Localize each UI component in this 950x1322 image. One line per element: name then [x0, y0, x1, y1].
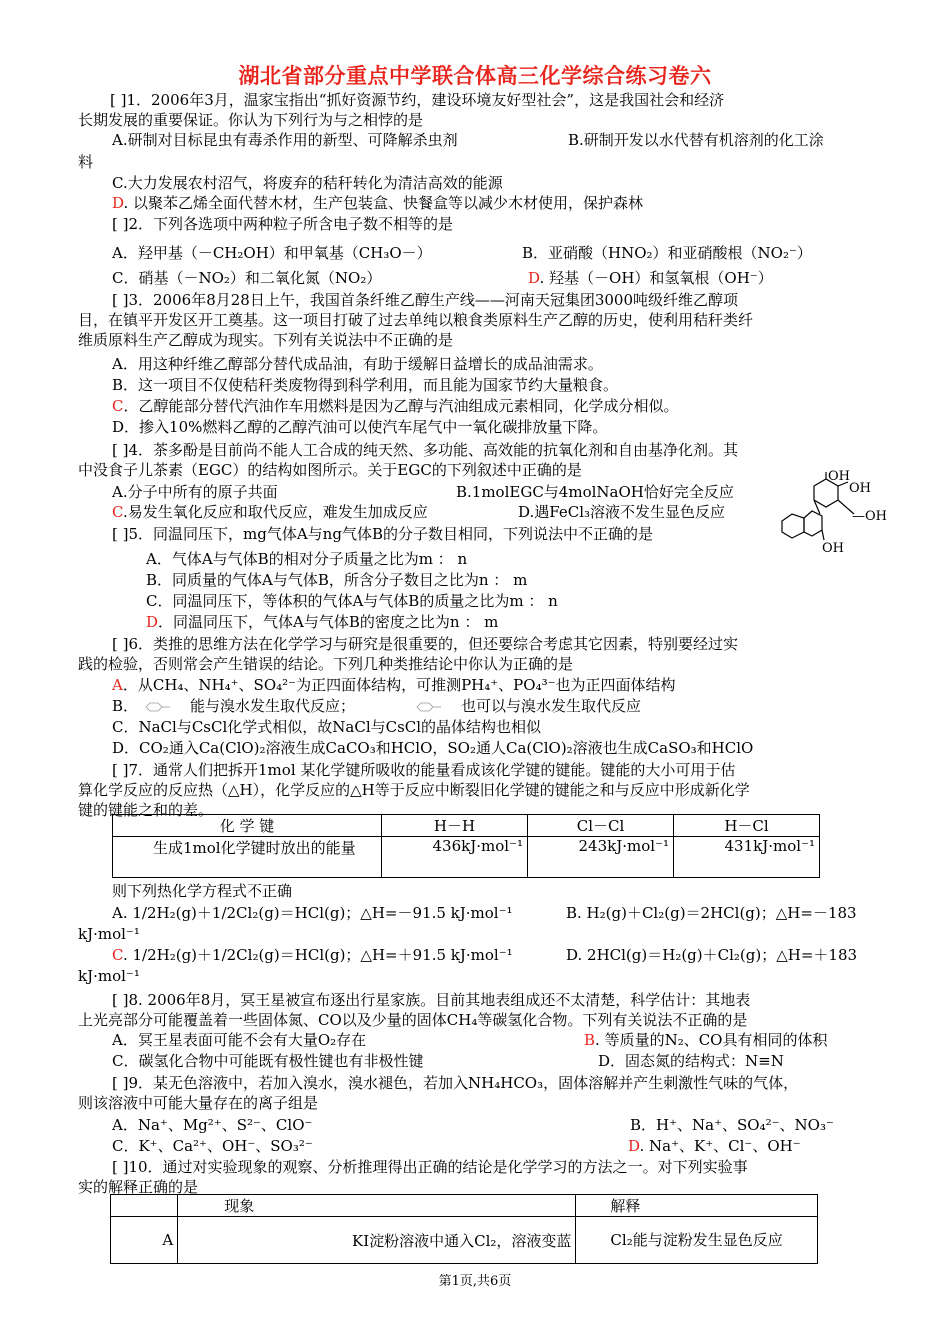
q1-option-c: C.大力发展农村沼气，将废弃的秸秆转化为清洁高效的能源: [112, 174, 503, 192]
q9-option-d: D. Na⁺、K⁺、Cl⁻、OH⁻: [628, 1137, 801, 1155]
q4-option-b: B.1molEGC与4molNaOH恰好完全反应: [456, 483, 734, 501]
experiment-explanation-table: [110, 1194, 818, 1264]
table-cell: Cl₂能与淀粉发生显色反应: [576, 1217, 818, 1264]
q5-emphasis: 不正确 • • •: [578, 525, 623, 543]
q5-stem: [ ]5．同温同压下，mg气体A与ng气体B的分子数目相同，下列说法中不正确 • • •的是: [112, 524, 760, 544]
q5-option-c: C．同温同压下，等体积的气体A与气体B的质量之比为m ： n: [146, 592, 558, 610]
q4-option-c: C.易发生氧化反应和取代反应，难发生加成反应: [112, 503, 428, 521]
q8-answer-letter: B: [584, 1031, 596, 1049]
q1-stem-line1: [ ]1．2006年3月，温家宝指出“抓好资源节约，建设环境友好型社会”，这是我国社会和经济: [110, 91, 725, 109]
q3-option-c: C．乙醇能部分替代汽油作车用燃料是因为乙醇与汽油组成元素相同，化学成分相似。: [112, 397, 679, 415]
egc-oh-right: —OH: [852, 509, 887, 524]
table-row-label: 生成1mol化学键时放出的能量: [113, 837, 382, 878]
table-header-cell: 现象: [178, 1195, 576, 1217]
q9-answer-letter: D: [628, 1137, 640, 1155]
q6-answer-letter: A: [112, 676, 123, 694]
q3-stem-line3: 维质原料生产乙醇成为现实。下列有关说法中不正确的是: [78, 331, 454, 349]
q6-option-d: D．CO₂通入Ca(ClO)₂溶液生成CaCO₃和HClO，SO₂通人Ca(ClO)₂溶液也生成CaSO₃和HClO: [112, 739, 754, 757]
q4-answer-letter: C: [112, 503, 123, 521]
q7-options-stem: 则下列热化学方程式不正确: [112, 882, 293, 900]
table-cell: 243kJ·mol⁻¹: [528, 837, 674, 878]
q3-stem-line2: 目，在镇平开发区开工奠基。这一项目打破了过去单纯以粮食类原料生产乙醇的历史，使利用秸秆类纤: [78, 311, 754, 329]
q2-stem: [ ]2．下列各选项中两种粒子所含电子数不相等 • • •的是: [112, 214, 872, 234]
q4-option-d: D.遇FeCl₃溶液不发生显色反应: [518, 503, 726, 521]
q10-stem-line2: 实的解释正确的是: [78, 1178, 199, 1196]
q6-stem-line2: 践的检验，否则常会产生错误的结论。下列几种类推结论中你认为正确的是: [78, 655, 574, 673]
q4-stem-line1: [ ]4．茶多酚是目前尚不能人工合成的纯天然、多功能、高效能的抗氧化剂和自由基净化剂。其: [112, 441, 739, 459]
table-header-cell: 解释: [576, 1195, 818, 1217]
egc-structure-diagram: [762, 466, 892, 556]
q5-option-d: D．同温同压下，气体A与气体B的密度之比为n ： m: [146, 613, 499, 631]
q7-option-d: D. 2HCl(g)＝H₂(g)＋Cl₂(g)；△H=＋183: [566, 946, 858, 964]
table-cell: KI淀粉溶液中通入Cl₂，溶液变蓝: [178, 1217, 576, 1264]
q2-option-b: B．亚硝酸（HNO₂）和亚硝酸根（NO₂⁻）: [522, 244, 812, 262]
q7-option-a: A. 1/2H₂(g)＋1/2Cl₂(g)＝HCl(g)；△H=－91.5 kJ·mol⁻¹: [112, 904, 513, 922]
q6-option-b: B． 能与溴水发生取代反应； 也可以与溴水发生取代反应: [112, 697, 642, 715]
q8-stem-line1: [ ]8. 2006年8月，冥王星被宣布逐出行星家族。目前其地表组成还不太清楚，科学估计：其地表: [112, 991, 751, 1009]
q2-option-c: C．硝基（－NO₂）和二氧化氮（NO₂）: [112, 269, 382, 287]
bond-energy-table: [112, 814, 820, 878]
q5-answer-letter: D: [146, 613, 159, 631]
table-cell: 436kJ·mol⁻¹: [382, 837, 528, 878]
q8-option-b: B. 等质量的N₂、CO具有相同的体积: [584, 1031, 828, 1049]
egc-oh-bottom: OH: [822, 541, 844, 556]
q7-answer-letter: C: [112, 946, 123, 964]
table-header-cell: [111, 1195, 178, 1217]
q8-stem-line2: 上光亮部分可能覆盖着一些固体氮、CO以及少量的固体CH₄等碳氢化合物。下列有关说法不正确的是: [78, 1011, 748, 1029]
benzyl-alcohol-structure-icon: [415, 702, 455, 712]
q2-option-a: A．羟甲基（－CH₂OH）和甲氧基（CH₃O－）: [112, 244, 432, 262]
q6-option-c: C．NaCl与CsCl化学式相似，故NaCl与CsCl的晶体结构也相似: [112, 718, 542, 736]
q1-stem-line2: 长期发展的重要保证。你认为下列行为与之相悖的是: [78, 111, 424, 129]
q7-stem-line3: 键的键能之和的差。: [78, 801, 214, 819]
q9-option-b: B．H⁺、Na⁺、SO₄²⁻、NO₃⁻: [630, 1116, 834, 1134]
egc-oh-right-upper: OH: [849, 481, 871, 496]
q4-option-a: A.分子中所有的原子共面: [112, 483, 278, 501]
q9-stem-line2: 则该溶液中可能大量存在的离子组是: [78, 1094, 319, 1112]
page-number: 第1页,共6页: [438, 1274, 512, 1289]
q10-stem-line1: [ ]10．通过对实验现象的观察、分析推理得出正确的结论是化学学习的方法之一。对下列实验事: [112, 1158, 748, 1176]
q2-option-d: D. 羟基（－OH）和氢氧根（OH⁻）: [528, 269, 773, 287]
q4-stem-line2: 中没食子儿茶素（EGC）的结构如图所示。关于EGC的下列叙述中正确的是: [78, 461, 582, 479]
q7-option-b: B. H₂(g)＋Cl₂(g)＝2HCl(g)；△H=－183: [566, 904, 857, 922]
q8-option-d: D．固态氮的结构式：N≡N: [598, 1052, 784, 1070]
q7-stem-line2: 算化学反应的反应热（△H），化学反应的△H等于反应中断裂旧化学键的键能之和与反应中形成新化学: [78, 781, 750, 799]
q3-option-a: A．用这种纤维乙醇部分替代成品油，有助于缓解日益增长的成品油需求。: [112, 355, 603, 373]
q7-option-b-cont: kJ·mol⁻¹: [78, 925, 140, 943]
q3-stem-line1: [ ]3．2006年8月28日上午，我国首条纤维乙醇生产线——河南天冠集团3000吨级纤维乙醇项: [112, 291, 738, 309]
q9-option-c: C．K⁺、Ca²⁺、OH⁻、SO₃²⁻: [112, 1137, 313, 1155]
table-row: [111, 1217, 818, 1264]
q1-option-b-cont: 料: [78, 153, 94, 171]
table-cell: 431kJ·mol⁻¹: [674, 837, 820, 878]
q7-option-d-cont: kJ·mol⁻¹: [78, 967, 140, 985]
q9-stem-line1: [ ]9．某无色溶液中，若加入溴水，溴水褪色，若加入NH₄HCO₃，固体溶解并产生刺激性气味的气体，: [112, 1074, 799, 1092]
egc-oh-top: OH: [828, 469, 850, 484]
q2-emphasis: 不相等 • • •: [378, 215, 423, 233]
q1-option-a: A.研制对目标昆虫有毒杀作用的新型、可降解杀虫剂: [112, 131, 458, 149]
table-header-row: [111, 1195, 818, 1217]
q8-option-a: A．冥王星表面可能不会有大量O₂存在: [112, 1031, 367, 1049]
q8-option-c: C．碳氢化合物中可能既有极性键也有非极性键: [112, 1052, 424, 1070]
q7-option-c: C. 1/2H₂(g)＋1/2Cl₂(g)＝HCl(g)；△H=＋91.5 kJ·mol⁻¹: [112, 946, 513, 964]
q7-stem-line1: [ ]7．通常人们把拆开1mol 某化学键所吸收的能量看成该化学键的键能。键能的大小可用于估: [112, 761, 736, 779]
q3-answer-letter: C: [112, 397, 124, 415]
q1-answer-letter: D: [112, 194, 124, 212]
egc-ring-c: [804, 511, 822, 536]
q1-option-d: D. 以聚苯乙烯全面代替木材，生产包装盒、快餐盒等以减少木材使用，保护森林: [112, 194, 644, 212]
table-header-row: [113, 815, 820, 837]
q6-option-a: A．从CH₄、NH₄⁺、SO₄²⁻为正四面体结构，可推测PH₄⁺、PO₄³⁻也为正四面体结构: [112, 676, 676, 694]
page-title: 湖北省部分重点中学联合体高三化学综合练习卷六: [238, 64, 712, 88]
table-header-cell: 化 学 键: [113, 815, 382, 837]
table-row: [113, 837, 820, 878]
table-header-cell: H－Cl: [674, 815, 820, 837]
q9-option-a: A．Na⁺、Mg²⁺、S²⁻、ClO⁻: [112, 1116, 313, 1134]
q3-option-b: B．这一项目不仅使秸秆类废物得到科学利用，而且能为国家节约大量粮食。: [112, 376, 619, 394]
q2-answer-letter: D: [528, 269, 540, 287]
egc-ring-a: [782, 514, 804, 538]
q5-option-a: A．气体A与气体B的相对分子质量之比为m ： n: [146, 550, 468, 568]
phenol-structure-icon: [144, 702, 184, 712]
q6-stem-line1: [ ]6．类推的思维方法在化学学习与研究是很重要的，但还要综合考虑其它因素，特别要经过实: [112, 635, 739, 653]
table-header-cell: H－H: [382, 815, 528, 837]
q1-option-b: B.研制开发以水代替有机溶剂的化工涂: [568, 131, 824, 149]
q3-option-d: D．掺入10%燃料乙醇的乙醇汽油可以使汽车尾气中一氧化碳排放量下降。: [112, 418, 608, 436]
table-cell: A: [111, 1217, 178, 1264]
q5-option-b: B．同质量的气体A与气体B，所含分子数目之比为n ： m: [146, 571, 528, 589]
table-header-cell: Cl－Cl: [528, 815, 674, 837]
